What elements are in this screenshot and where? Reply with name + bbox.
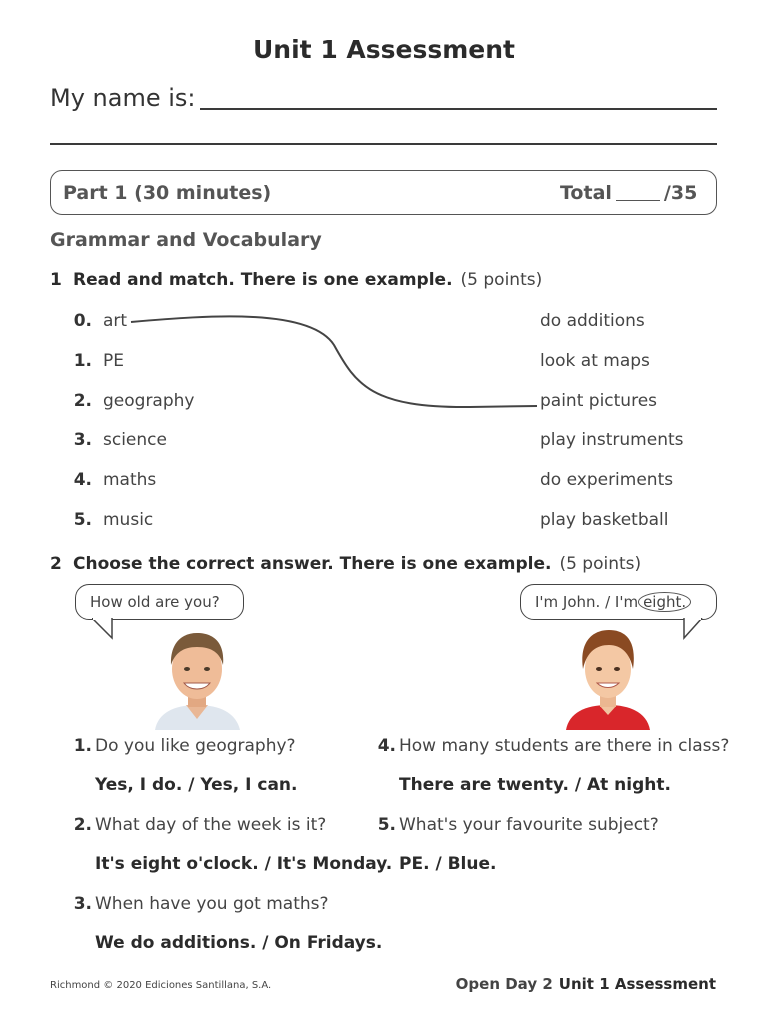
question-2-text: Choose the correct answer. There is one example.: [73, 554, 552, 574]
question-2-heading: [0, 554, 768, 578]
question-1-text: Read and match. There is one example.: [73, 270, 453, 290]
question-2-item-answer-options[interactable]: We do additions. / On Fridays.: [95, 933, 383, 953]
question-2-item-question: When have you got maths?: [95, 894, 329, 914]
match-left-subject[interactable]: geography: [103, 391, 195, 411]
question-1-points: (5 points): [460, 270, 543, 290]
match-right-activity[interactable]: look at maps: [540, 351, 650, 371]
match-left-number: 2.: [73, 391, 92, 411]
total-max: /35: [663, 182, 698, 204]
section-title: Grammar and Vocabulary: [50, 229, 322, 251]
footer-unit: Unit 1 Assessment: [558, 975, 716, 993]
footer-book: Open Day 2: [455, 975, 553, 993]
name-label: My name is:: [50, 84, 196, 112]
part-title: Part 1 (30 minutes): [63, 182, 272, 204]
match-left-number: 4.: [73, 470, 92, 490]
question-1-number: 1: [50, 270, 62, 290]
match-left-number: 3.: [73, 430, 92, 450]
question-2-item-number: 2.: [73, 815, 92, 835]
man-photo: [150, 625, 245, 730]
speech-bubble-left-text: How old are you?: [90, 593, 220, 611]
question-2-item-question: Do you like geography?: [95, 736, 296, 756]
footer-title: [456, 975, 716, 993]
total-label: Total: [560, 182, 612, 204]
match-left-number: 0.: [73, 311, 92, 331]
speech-bubble-left-tail: [92, 618, 122, 640]
speech-bubble-left: [75, 584, 244, 620]
question-2-instruction: [73, 554, 641, 574]
match-right-activity[interactable]: do additions: [540, 311, 645, 331]
match-right-activity[interactable]: play instruments: [540, 430, 684, 450]
match-left-subject[interactable]: music: [103, 510, 154, 530]
question-2-item-number: 5.: [377, 815, 396, 835]
question-2-item-number: 3.: [73, 894, 92, 914]
match-right-activity[interactable]: paint pictures: [540, 391, 658, 411]
speech-bubble-right-text: I'm John. / I'm: [535, 593, 639, 611]
question-2-item-answer-options[interactable]: It's eight o'clock. / It's Monday.: [95, 854, 393, 874]
match-right-activity[interactable]: play basketball: [540, 510, 669, 530]
question-2-item-question: What day of the week is it?: [95, 815, 327, 835]
page-title: Unit 1 Assessment: [253, 35, 515, 64]
speech-bubble-right-tail: [680, 618, 710, 640]
question-2-item-answer-options[interactable]: PE. / Blue.: [399, 854, 497, 874]
question-2-item-question: What's your favourite subject?: [399, 815, 659, 835]
speech-bubble-right: [520, 584, 717, 620]
footer-copyright: Richmond © 2020 Ediciones Santillana, S.A.: [50, 980, 272, 991]
question-2-points: (5 points): [559, 554, 642, 574]
question-2-item-question: How many students are there in class?: [399, 736, 730, 756]
question-2-item-answer-options[interactable]: There are twenty. / At night.: [399, 775, 671, 795]
match-left-subject[interactable]: science: [103, 430, 167, 450]
match-left-subject[interactable]: PE: [103, 351, 124, 371]
match-left-subject[interactable]: art: [103, 311, 128, 331]
question-2-item-number: 4.: [377, 736, 396, 756]
circled-answer: eight.: [638, 592, 691, 612]
boy-photo: [563, 625, 653, 730]
match-right-activity[interactable]: do experiments: [540, 470, 674, 490]
question-2-item-number: 1.: [73, 736, 92, 756]
match-left-subject[interactable]: maths: [103, 470, 157, 490]
question-2-number: 2: [50, 554, 62, 574]
match-left-number: 5.: [73, 510, 92, 530]
question-2-item-answer-options[interactable]: Yes, I do. / Yes, I can.: [95, 775, 298, 795]
match-left-number: 1.: [73, 351, 92, 371]
